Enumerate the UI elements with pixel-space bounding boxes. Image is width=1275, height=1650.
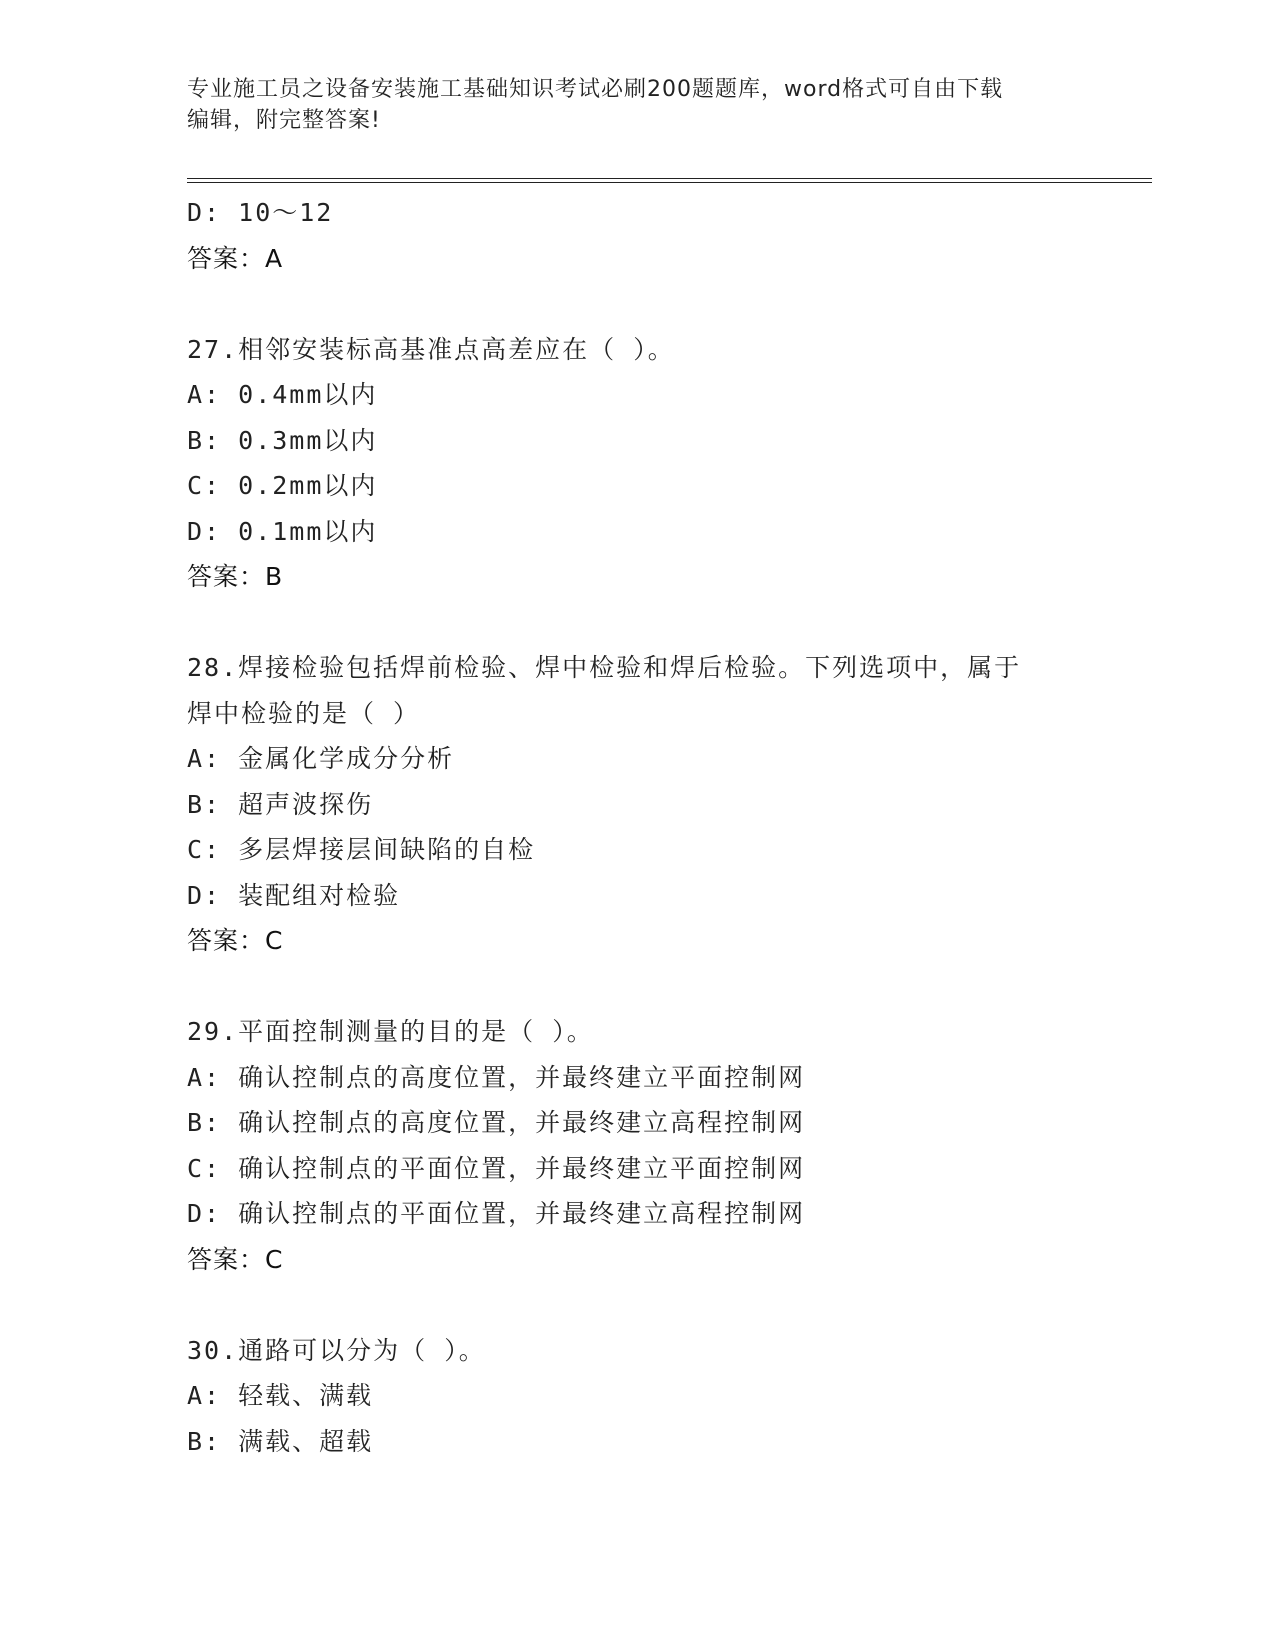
spacer [187, 964, 1147, 1010]
option-d: D: 0.1mm以内 [187, 516, 378, 546]
option-c: C: 多层焊接层间缺陷的自检 [187, 835, 536, 864]
question-stem-line-2: 焊中检验的是（ ） [187, 698, 421, 728]
question-stem: 27.相邻安装标高基准点高差应在（ ）。 [187, 334, 675, 364]
option-a: A: 确认控制点的高度位置，并最终建立平面控制网 [187, 1062, 806, 1092]
prev-answer: 答案：A [187, 243, 284, 273]
answer: 答案：C [187, 1244, 284, 1274]
answer: 答案：C [187, 926, 284, 955]
question-30 [187, 1328, 1147, 1465]
spacer [187, 600, 1147, 646]
prev-option-d: D: 10～12 [187, 198, 334, 227]
question-stem-line-1: 28.焊接检验包括焊前检验、焊中检验和焊后检验。下列选项中，属于 [187, 653, 1022, 682]
question-27 [187, 327, 1147, 600]
answer: 答案：B [187, 562, 284, 591]
option-a: A: 金属化学成分分析 [187, 744, 455, 773]
option-a: A: 轻载、满载 [187, 1381, 374, 1410]
page-header [187, 74, 1087, 136]
question-stem: 29.平面控制测量的目的是（ ）。 [187, 1017, 594, 1046]
spacer [187, 281, 1147, 327]
option-a: A: 0.4mm以内 [187, 380, 378, 409]
question-stem: 30.通路可以分为（ ）。 [187, 1335, 486, 1365]
spacer [187, 1282, 1147, 1328]
header-rule-bottom [187, 182, 1152, 183]
option-d: D: 装配组对检验 [187, 880, 401, 910]
header-line-1: 专业施工员之设备安装施工基础知识考试必刷200题题库，word格式可自由下载 [187, 77, 1004, 102]
header-rule-top [187, 178, 1152, 179]
header-line-2: 编辑，附完整答案! [187, 108, 381, 133]
option-b: B: 超声波探伤 [187, 789, 374, 819]
question-29 [187, 1009, 1147, 1282]
option-c: C: 确认控制点的平面位置，并最终建立平面控制网 [187, 1153, 806, 1183]
option-c: C: 0.2mm以内 [187, 471, 378, 500]
option-b: B: 0.3mm以内 [187, 425, 378, 455]
option-d: D: 确认控制点的平面位置，并最终建立高程控制网 [187, 1199, 806, 1228]
question-list [187, 190, 1147, 1464]
option-b: B: 满载、超载 [187, 1426, 374, 1456]
option-b: B: 确认控制点的高度位置，并最终建立高程控制网 [187, 1108, 806, 1137]
question-28 [187, 645, 1147, 964]
